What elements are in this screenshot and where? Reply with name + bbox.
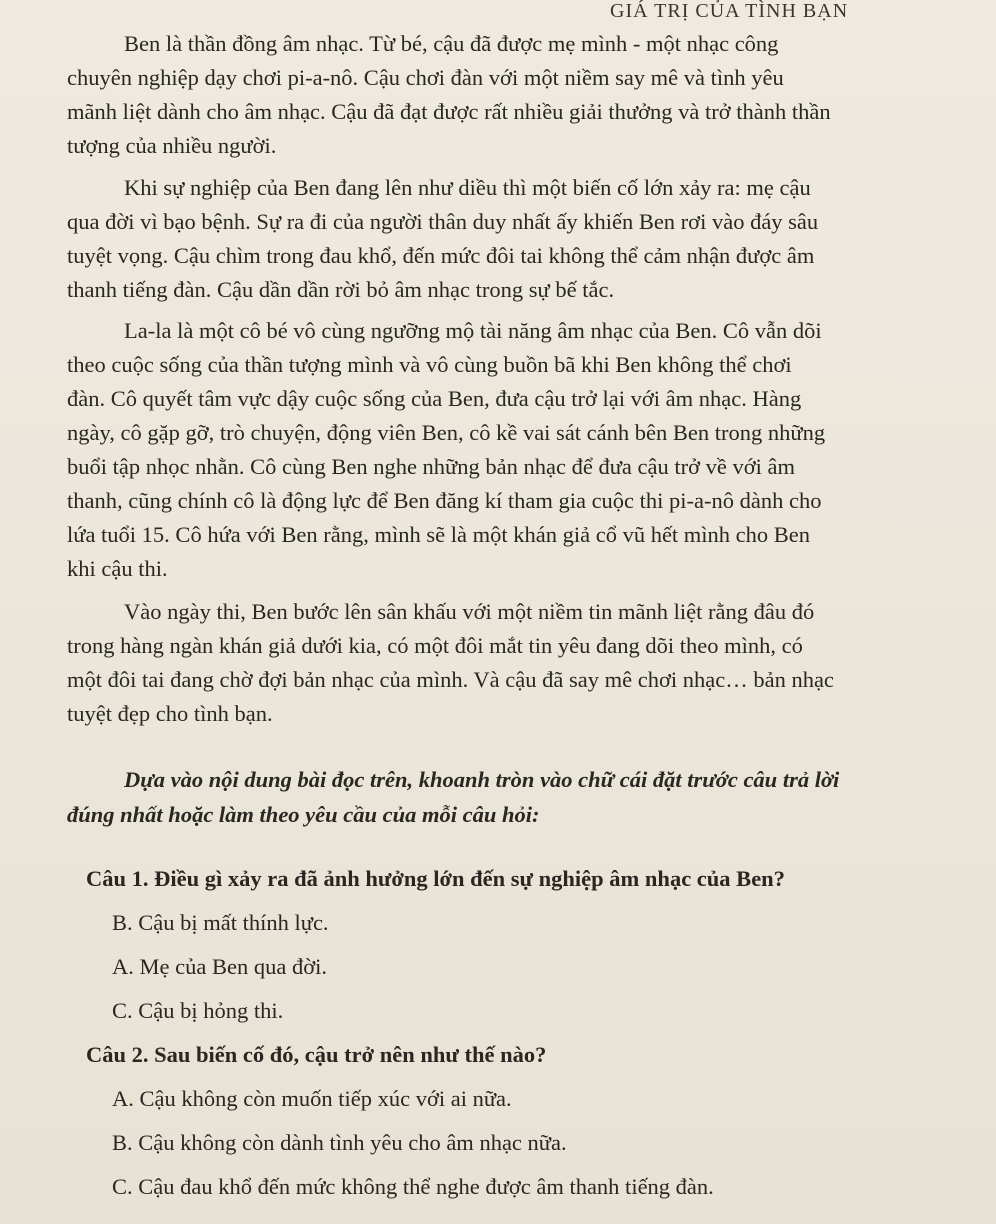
passage-line: Khi sự nghiệp của Ben đang lên như diều thì một biến cố lớn xảy ra: mẹ cậu xyxy=(124,175,811,200)
question-1-option[interactable]: A. Mẹ của Ben qua đời. xyxy=(112,954,327,979)
instruction-line: Dựa vào nội dung bài đọc trên, khoanh tròn vào chữ cái đặt trước câu trả lời xyxy=(124,767,840,792)
passage-line: tuyệt đẹp cho tình bạn. xyxy=(67,701,273,726)
passage-line: trong hàng ngàn khán giả dưới kia, có một đôi mắt tin yêu đang dõi theo mình, có xyxy=(67,633,803,658)
passage-line: theo cuộc sống của thần tượng mình và vô cùng buồn bã khi Ben không thể chơi xyxy=(67,352,792,377)
question-2-option[interactable]: B. Cậu không còn dành tình yêu cho âm nhạc nữa. xyxy=(112,1130,567,1155)
passage-line: chuyên nghiệp dạy chơi pi-a-nô. Cậu chơi đàn với một niềm say mê và tình yêu xyxy=(67,65,784,90)
passage-line: La-la là một cô bé vô cùng ngưỡng mộ tài năng âm nhạc của Ben. Cô vẫn dõi xyxy=(124,318,822,343)
passage-line: mãnh liệt dành cho âm nhạc. Cậu đã đạt được rất nhiều giải thưởng và trở thành thần xyxy=(67,99,831,124)
question-1: Câu 1. Điều gì xảy ra đã ảnh hưởng lớn đến sự nghiệp âm nhạc của Ben? xyxy=(86,866,785,891)
question-1-option[interactable]: B. Cậu bị mất thính lực. xyxy=(112,910,329,935)
passage-line: lứa tuổi 15. Cô hứa với Ben rằng, mình sẽ là một khán giả cổ vũ hết mình cho Ben xyxy=(67,522,811,547)
question-2-option[interactable]: A. Cậu không còn muốn tiếp xúc với ai nữa. xyxy=(112,1086,512,1111)
passage-line: Vào ngày thi, Ben bước lên sân khấu với một niềm tin mãnh liệt rằng đâu đó xyxy=(124,599,815,624)
passage-line: Ben là thần đồng âm nhạc. Từ bé, cậu đã được mẹ mình - một nhạc công xyxy=(124,31,779,56)
question-2: Câu 2. Sau biến cố đó, cậu trở nên như thế nào? xyxy=(86,1042,547,1067)
question-1-option[interactable]: C. Cậu bị hỏng thi. xyxy=(112,998,284,1023)
passage-line: thanh, cũng chính cô là động lực để Ben đăng kí tham gia cuộc thi pi-a-nô dành cho xyxy=(67,488,822,513)
passage-line: qua đời vì bạo bệnh. Sự ra đi của người thân duy nhất ấy khiến Ben rơi vào đáy sâu xyxy=(67,209,819,234)
passage-line: khi cậu thi. xyxy=(67,556,168,581)
passage-line: ngày, cô gặp gỡ, trò chuyện, động viên Ben, cô kề vai sát cánh bên Ben trong những xyxy=(67,420,826,445)
passage-line: tượng của nhiều người. xyxy=(67,133,277,158)
passage-line: buổi tập nhọc nhằn. Cô cùng Ben nghe những bản nhạc để đưa cậu trở về với âm xyxy=(67,454,795,479)
question-2-option[interactable]: C. Cậu đau khổ đến mức không thể nghe được âm thanh tiếng đàn. xyxy=(112,1174,714,1199)
passage-line: một đôi tai đang chờ đợi bản nhạc của mình. Và cậu đã say mê chơi nhạc… bản nhạc xyxy=(67,667,834,692)
passage-line: tuyệt vọng. Cậu chìm trong đau khổ, đến mức đôi tai không thể cảm nhận được âm xyxy=(67,243,815,268)
story-title: GIÁ TRỊ CỦA TÌNH BẠN xyxy=(610,0,849,22)
passage-line: thanh tiếng đàn. Cậu dần dần rời bỏ âm nhạc trong sự bế tắc. xyxy=(67,277,615,302)
instruction-line: đúng nhất hoặc làm theo yêu cầu của mỗi câu hỏi: xyxy=(67,802,540,827)
passage-line: đàn. Cô quyết tâm vực dậy cuộc sống của Ben, đưa cậu trở lại với âm nhạc. Hàng xyxy=(67,386,802,411)
